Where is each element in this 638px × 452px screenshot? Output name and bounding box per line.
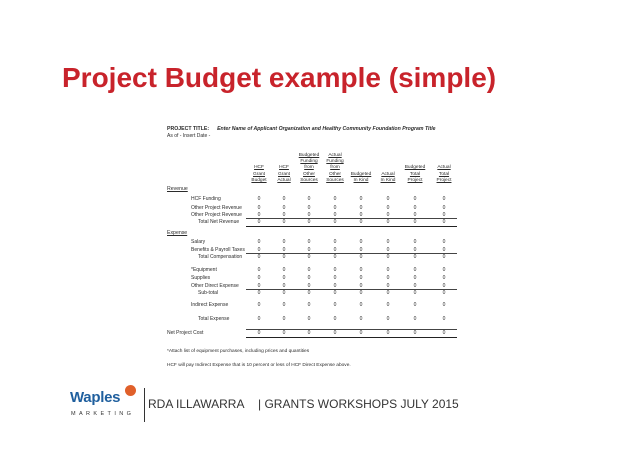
row-value: 0 — [307, 275, 311, 281]
row-value: 0 — [413, 302, 417, 308]
row-value: 0 — [442, 275, 446, 281]
total-rule — [246, 226, 457, 227]
row-value: 0 — [333, 219, 337, 225]
row-value: 0 — [282, 254, 286, 260]
row-value: 0 — [359, 247, 363, 253]
row-value: 0 — [442, 196, 446, 202]
row-value: 0 — [307, 247, 311, 253]
row-value: 0 — [257, 196, 261, 202]
row-value: 0 — [282, 196, 286, 202]
row-value: 0 — [386, 330, 390, 336]
column-header-line: Sources — [326, 177, 344, 183]
column-header-text — [429, 165, 459, 184]
row-value: 0 — [359, 205, 363, 211]
row-label: Indirect Expense — [191, 302, 229, 308]
row-value: 0 — [282, 275, 286, 281]
row-value: 0 — [442, 219, 446, 225]
row-value: 0 — [307, 254, 311, 260]
budget-row — [163, 301, 475, 309]
row-value: 0 — [282, 316, 286, 322]
row-value: 0 — [257, 290, 261, 296]
column-header-line: from — [330, 165, 340, 171]
logo-wordmark: Waples — [70, 389, 121, 406]
row-value: 0 — [257, 275, 261, 281]
row-value: 0 — [413, 212, 417, 218]
row-value: 0 — [307, 267, 311, 273]
total-rule — [246, 289, 457, 290]
document-header — [167, 126, 436, 140]
column-header-line: Project — [407, 177, 423, 183]
row-value: 0 — [413, 267, 417, 273]
row-value: 0 — [333, 267, 337, 273]
row-value: 0 — [386, 302, 390, 308]
row-value: 0 — [413, 219, 417, 225]
row-value: 0 — [359, 283, 363, 289]
row-label: Total Net Revenue — [198, 219, 240, 225]
column-header-line: Total — [438, 171, 450, 177]
row-value: 0 — [333, 196, 337, 202]
row-value: 0 — [257, 330, 261, 336]
row-value: 0 — [333, 205, 337, 211]
row-label: Other Project Revenue — [191, 205, 242, 211]
row-value: 0 — [386, 290, 390, 296]
row-value: 0 — [307, 205, 311, 211]
budget-row — [163, 266, 475, 274]
row-value: 0 — [282, 290, 286, 296]
row-value: 0 — [333, 302, 337, 308]
row-value: 0 — [282, 267, 286, 273]
row-value: 0 — [359, 219, 363, 225]
row-value: 0 — [386, 254, 390, 260]
row-value: 0 — [333, 316, 337, 322]
footer-organization: RDA ILLAWARRA — [148, 397, 245, 411]
column-header-line: Budgeted — [350, 171, 372, 177]
budget-row — [163, 218, 475, 226]
row-value: 0 — [257, 316, 261, 322]
row-value: 0 — [333, 254, 337, 260]
column-header-line: Budgeted — [404, 165, 426, 171]
row-label: HCF Funding — [191, 196, 221, 202]
column-header-line: In Kind — [353, 177, 369, 183]
row-value: 0 — [442, 267, 446, 273]
footer-event: | GRANTS WORKSHOPS JULY 2015 — [258, 397, 459, 411]
row-value: 0 — [386, 205, 390, 211]
row-value: 0 — [413, 316, 417, 322]
column-header — [373, 146, 403, 184]
column-header-text — [346, 172, 376, 184]
budget-row — [163, 253, 475, 261]
row-value: 0 — [386, 275, 390, 281]
row-value: 0 — [257, 205, 261, 211]
row-value: 0 — [359, 254, 363, 260]
row-value: 0 — [307, 290, 311, 296]
budget-row — [163, 195, 475, 203]
row-label: Benefits & Payroll Taxes — [191, 247, 245, 253]
row-value: 0 — [307, 330, 311, 336]
row-value: 0 — [359, 267, 363, 273]
row-value: 0 — [333, 275, 337, 281]
row-value: 0 — [282, 205, 286, 211]
row-value: 0 — [333, 247, 337, 253]
row-value: 0 — [413, 283, 417, 289]
row-value: 0 — [386, 212, 390, 218]
row-value: 0 — [442, 316, 446, 322]
row-label: *Equipment — [191, 267, 217, 273]
column-header-line: Other — [329, 171, 341, 177]
row-value: 0 — [359, 212, 363, 218]
row-value: 0 — [333, 239, 337, 245]
row-value: 0 — [282, 247, 286, 253]
row-value: 0 — [257, 247, 261, 253]
footnote: *Attach list of equipment purchases, including prices and quantities — [167, 349, 310, 354]
row-label: Sub-total — [198, 290, 219, 296]
budget-document — [163, 122, 475, 376]
row-value: 0 — [386, 283, 390, 289]
row-value: 0 — [282, 219, 286, 225]
column-header-line: Actual — [381, 171, 395, 177]
column-header-line: Total — [409, 171, 421, 177]
row-value: 0 — [257, 254, 261, 260]
row-value: 0 — [442, 212, 446, 218]
column-header-line: Sources — [300, 177, 318, 183]
row-value: 0 — [307, 302, 311, 308]
row-value: 0 — [442, 247, 446, 253]
column-header-text — [400, 165, 430, 184]
row-value: 0 — [257, 283, 261, 289]
row-value: 0 — [282, 283, 286, 289]
column-header-line: from — [304, 165, 314, 171]
row-value: 0 — [413, 239, 417, 245]
row-label: Supplies — [191, 275, 211, 281]
row-label: Total Expense — [198, 316, 230, 322]
budget-row — [163, 274, 475, 282]
row-value: 0 — [386, 247, 390, 253]
section-heading: Revenue — [167, 186, 188, 192]
column-header-line: Budget — [251, 177, 267, 183]
row-value: 0 — [282, 330, 286, 336]
total-rule — [246, 337, 457, 338]
row-value: 0 — [307, 283, 311, 289]
column-header-line: Funding — [300, 159, 318, 165]
row-label: Other Project Revenue — [191, 212, 242, 218]
slide-title: Project Budget example (simple) — [62, 62, 497, 93]
row-value: 0 — [442, 239, 446, 245]
column-header-text — [373, 172, 403, 184]
row-value: 0 — [359, 330, 363, 336]
row-value: 0 — [386, 316, 390, 322]
column-header-line: Other — [303, 171, 315, 177]
project-title-label: PROJECT TITLE: — [167, 126, 210, 132]
column-header-line: In Kind — [380, 177, 396, 183]
row-value: 0 — [413, 205, 417, 211]
waples-logo — [70, 385, 136, 425]
column-header-line: Grant — [278, 171, 290, 177]
row-value: 0 — [359, 275, 363, 281]
row-value: 0 — [257, 267, 261, 273]
row-value: 0 — [307, 196, 311, 202]
row-value: 0 — [282, 239, 286, 245]
column-header-line: Funding — [326, 159, 344, 165]
column-header-line: Project — [436, 177, 452, 183]
total-rule — [246, 329, 457, 330]
column-header — [429, 146, 459, 184]
row-value: 0 — [386, 239, 390, 245]
column-header-line: Actual — [277, 177, 291, 183]
row-value: 0 — [257, 302, 261, 308]
row-value: 0 — [257, 212, 261, 218]
logo-dot-icon — [125, 385, 136, 396]
row-value: 0 — [413, 247, 417, 253]
row-value: 0 — [282, 212, 286, 218]
section-heading: Expense — [167, 230, 188, 236]
row-value: 0 — [442, 330, 446, 336]
row-label: Net Project Cost — [167, 330, 204, 336]
column-header-line: HCF — [279, 165, 289, 171]
budget-row — [163, 238, 475, 246]
row-value: 0 — [413, 330, 417, 336]
footnote: HCF will pay Indirect Expense that is 10 percent or less of HCF Direct Expense above. — [167, 363, 351, 368]
footer-divider — [144, 388, 145, 422]
column-header-line: Actual — [328, 152, 342, 158]
column-header — [346, 146, 376, 184]
row-value: 0 — [307, 239, 311, 245]
row-value: 0 — [307, 212, 311, 218]
budget-row — [163, 315, 475, 323]
total-rule — [246, 253, 457, 254]
row-value: 0 — [359, 196, 363, 202]
logo-subtitle: MARKETING — [71, 411, 135, 417]
row-value: 0 — [413, 275, 417, 281]
column-header-line: Grant — [253, 171, 265, 177]
row-value: 0 — [442, 302, 446, 308]
row-value: 0 — [333, 283, 337, 289]
budget-row — [163, 289, 475, 297]
row-value: 0 — [333, 290, 337, 296]
row-value: 0 — [359, 290, 363, 296]
row-value: 0 — [442, 290, 446, 296]
total-rule — [246, 218, 457, 219]
row-value: 0 — [282, 302, 286, 308]
row-value: 0 — [442, 283, 446, 289]
row-label: Total Compensation — [198, 254, 243, 260]
column-header-line: HCF — [254, 165, 264, 171]
row-value: 0 — [386, 196, 390, 202]
row-label: Salary — [191, 239, 206, 245]
row-value: 0 — [257, 239, 261, 245]
row-label: Other Direct Expense — [191, 283, 239, 289]
row-value: 0 — [307, 316, 311, 322]
row-value: 0 — [386, 219, 390, 225]
row-value: 0 — [413, 254, 417, 260]
row-value: 0 — [307, 219, 311, 225]
row-value: 0 — [442, 205, 446, 211]
row-value: 0 — [442, 254, 446, 260]
column-header-line: Budgeted — [298, 152, 320, 158]
row-value: 0 — [257, 219, 261, 225]
column-header-line: Actual — [437, 165, 451, 171]
as-of-line: As of - Insert Date - — [167, 133, 211, 139]
row-value: 0 — [333, 330, 337, 336]
row-value: 0 — [333, 212, 337, 218]
row-value: 0 — [413, 196, 417, 202]
row-value: 0 — [359, 239, 363, 245]
row-value: 0 — [386, 267, 390, 273]
project-title-value: Enter Name of Applicant Organization and Healthy Community Foundation Program Title — [217, 126, 436, 132]
budget-row — [163, 329, 475, 337]
row-value: 0 — [359, 302, 363, 308]
row-value: 0 — [413, 290, 417, 296]
row-value: 0 — [359, 316, 363, 322]
column-header — [400, 146, 430, 184]
